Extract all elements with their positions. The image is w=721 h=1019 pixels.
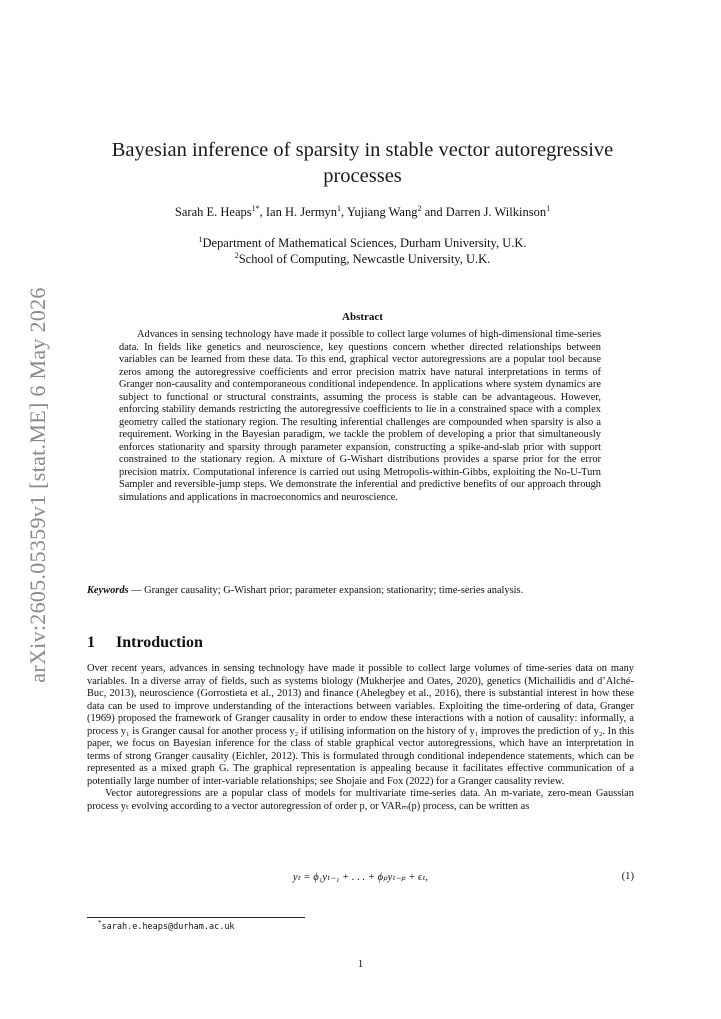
affiliation-mark: 2: [234, 250, 239, 260]
abstract-body: Advances in sensing technology have made it possible to collect large volumes of high-dimensional time-series data. In fields like genetics and neuroscience, key questions concern whether directed relationships between variables can be learned from these data. To this end, graphical vector autoregressions are a popular tool because zeros among the autoregressive coefficients and error precision matrix have natural interpretations in terms of Granger non-causality and contemporaneous conditional independence. In applications where system dynamics are subject to functional or structural constraints, assuming the process is stable can be advantageous. However, enforcing stability demands restricting the autoregressive coefficients to lie in a constrained space with a complex geometry called the stationary region. The resulting inferential challenges are compounded when sparsity is also a requirement. Working in the Bayesian paradigm, we tackle the problem of developing a prior that simultaneously enforces stationarity and sparsity through parameter expansion, constructing a spike-and-slab prior with support constrained to the stationary region. A mixture of G-Wishart distributions provides a sparse prior for the error precision matrix. Computational inference is carried out using Metropolis-within-Gibbs, exploiting the No-U-Turn Sampler and reversible-jump steps. We demonstrate the inferential and predictive benefits of our approach through simulations and applications in macroeconomics and neuroscience.: [119, 329, 601, 503]
author-name: Yujiang Wang: [346, 205, 418, 219]
keywords: [87, 585, 634, 598]
author-name: Darren J. Wilkinson: [445, 205, 547, 219]
equation: [87, 871, 634, 885]
footnote-rule: [87, 917, 305, 918]
page-number: 1: [357, 958, 364, 970]
affiliation-text: School of Computing, Newcastle University, U.K.: [238, 252, 491, 266]
footnote-email: sarah.e.heaps@durham.ac.uk: [101, 922, 235, 932]
section-heading: [87, 634, 203, 652]
section-number: 1: [87, 634, 95, 651]
author-mark: 1: [337, 203, 342, 213]
author-list: Sarah E. Heaps$^{1*}$, Ian H. Jermyn$^1$, Yujiang Wang$^2$ and Darren J. Wilkinson$^1$: [174, 203, 551, 219]
keywords-text: — Granger causality; G-Wishart prior; parameter expansion; stationarity; time-series analysis.: [131, 585, 524, 596]
section-title: Introduction: [116, 634, 203, 651]
equation-body: yₜ = ϕ₁yₜ₋₁ + . . . + ϕₚyₜ₋ₚ + ϵₜ,: [292, 872, 429, 883]
affiliation: [90, 235, 635, 251]
affiliation: [90, 251, 635, 267]
affiliations: [90, 235, 635, 267]
affiliation-mark: 1: [198, 234, 203, 244]
introduction-body: [87, 663, 634, 813]
author-mark: 1*: [251, 203, 260, 213]
author-name: Sarah E. Heaps: [174, 205, 252, 219]
affiliation-text: Department of Mathematical Sciences, Durham University, U.K.: [202, 236, 527, 250]
footnote-mark: *: [98, 919, 102, 928]
author-name: Ian H. Jermyn: [265, 205, 338, 219]
keywords-label: Keywords: [87, 585, 129, 596]
footnote: [98, 919, 235, 932]
paragraph: Over recent years, advances in sensing technology have made it possible to collect large volumes of time-series data on many variables. In a diverse array of fields, such as systems biology (Mukherjee and Oates, 2020), genetics (Michailidis and d’Alché-Buc, 2013), neuroscience (Gorrostieta et al., 2013) and finance (Ahelegbey et al., 2016), there is substantial interest in how these data can be used to improve understanding of the interactions between variables. Exploiting the time-ordering of data, Granger (1969) proposed the framework of Granger causality in order to endow these interactions with a notion of causality: informally, a process y₁ is Granger causal for another process y₂ if utilising information on the history of y₁ improves the prediction of y₂. In this paper, we focus on Bayesian inference for the class of stable graphical vector autoregressions, which have an interpretation in terms of strong Granger causality (Eichler, 2012). This is formulated through conditional independence statements, which can be represented as a mixed graph G. The graphical representation is appealing because it facilitates effective communication of a potentially large number of inter-variable relationships; see Shojaie and Fox (2022) for a Granger causality review.: [87, 663, 634, 787]
equation-number: (1): [621, 871, 634, 882]
paper-title: Bayesian inference of sparsity in stable vector autoregressive processes: [111, 139, 614, 187]
abstract-heading: Abstract: [342, 311, 383, 323]
arxiv-identifier: arXiv:2605.05359v1 [stat.ME] 6 May 2026: [25, 287, 50, 683]
paragraph: Vector autoregressions are a popular class of models for multivariate time-series data. An m-variate, zero-mean Gaussian process yₜ evolving according to a vector autoregression of order p, or VARₘ(p) process, can be written as: [87, 788, 634, 812]
author-mark: 2: [417, 203, 422, 213]
arxiv-stamp: [18, 287, 58, 683]
author-mark: 1: [546, 203, 551, 213]
